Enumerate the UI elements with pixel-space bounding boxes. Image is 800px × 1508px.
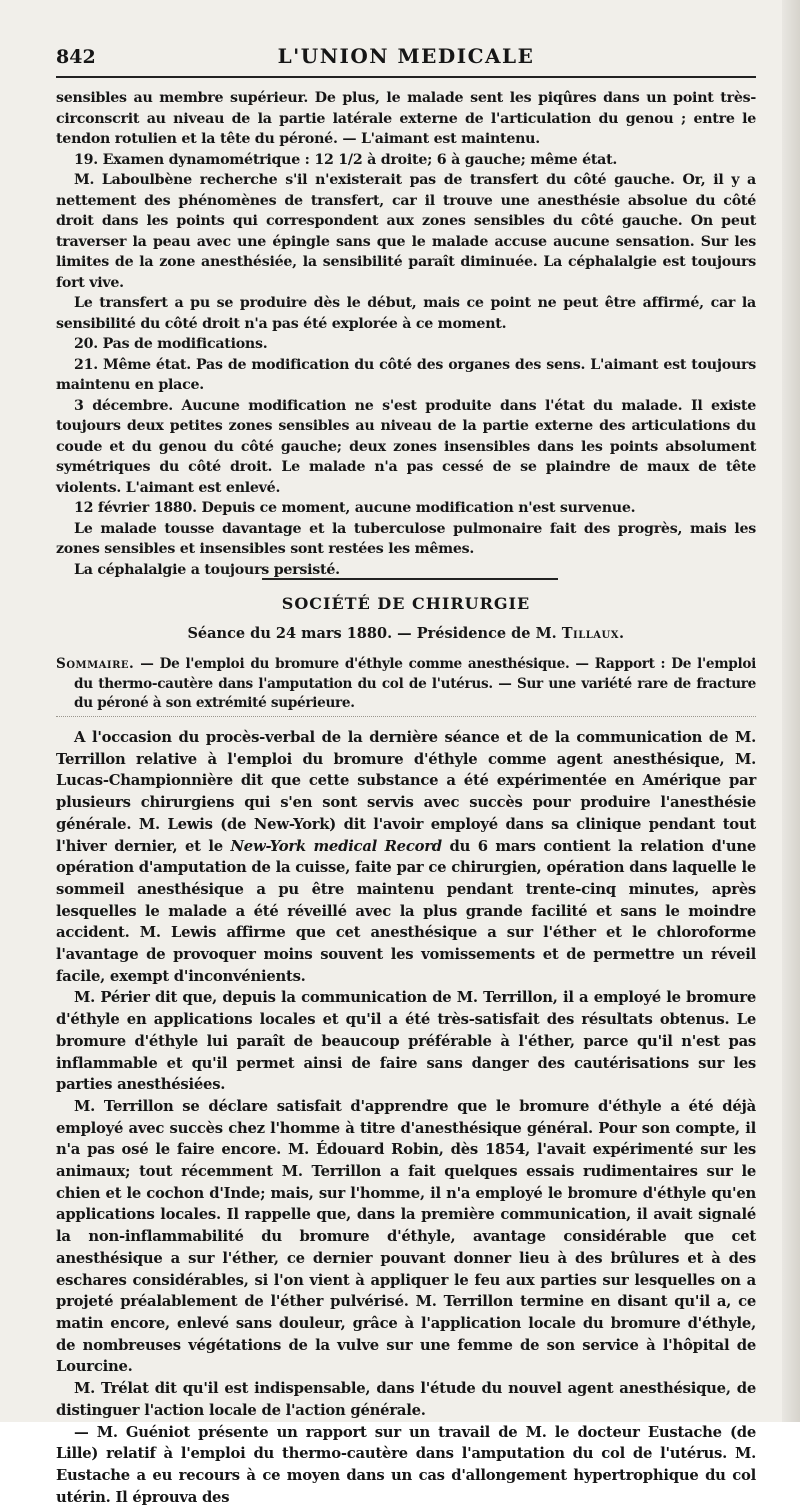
paragraph: 21. Même état. Pas de modification du côté des organes des sens. L'aimant est toujours maintenu en place. (56, 355, 756, 396)
text-run: du 6 mars contient la relation d'une opération d'amputation de la cuisse, faite par ce chirurgien, opération dans laquelle le sommeil anesthésique a pu être maintenu pendant trente-cinq minutes, après lesquelles le malade a été réveillé avec la plus grande facilité et sans le moindre accident. M. Lewis affirme que cet anesthésique a sur l'éther et le chloroforme l'avantage de provoquer moins souvent les vomissements et de permettre un réveil facile, exempt d'inconvénients. (56, 838, 756, 985)
paragraph: 19. Examen dynamométrique : 12 1/2 à droite; 6 à gauche; même état. (56, 150, 756, 171)
paragraph: sensibles au membre supérieur. De plus, le malade sent les piqûres dans un point très-circonscrit au niveau de la partie latérale externe de l'articulation du genou ; entre le tendon rotulien et la tête du péroné. — L'aimant est maintenu. (56, 88, 756, 150)
section-separator (262, 578, 558, 580)
paragraph: 3 décembre. Aucune modification ne s'est produite dans l'état du malade. Il existe toujours deux petites zones sensibles au niveau de la partie externe des articulations du coude et du genou du côté gauche; deux zones insensibles dans les points absolument symétriques du côté droit. Le malade n'a pas cessé de se plaindre de maux de tête violents. L'aimant est enlevé. (56, 396, 756, 499)
paragraph: Le malade tousse davantage et la tuberculose pulmonaire fait des progrès, mais les zones sensibles et insensibles sont restées les mêmes. (56, 519, 756, 560)
summary (56, 655, 756, 714)
paragraph: M. Terrillon se déclare satisfait d'apprendre que le bromure d'éthyle a été déjà employé avec succès chez l'homme à titre d'anesthésique général. Pour son compte, il n'a pas osé le faire encore. M. Édouard Robin, dès 1854, l'avait expérimenté sur les animaux; tout récemment M. Terrillon a fait quelques essais rudimentaires sur le chien et le cochon d'Inde; mais, sur l'homme, il n'a employé le bromure d'éthyle qu'en applications locales. Il rappelle que, dans la première communication, il avait signalé la non-inflammabilité du bromure d'éthyle, avantage considérable que cet anesthésique a sur l'éther, ce dernier pouvant donner lieu à des brûlures et à des eschares considérables, si l'on vient à appliquer le feu aux parties sur lesquelles on a projeté préalablement de l'éther pulvérisé. M. Terrillon termine en disant qu'il a, ce matin encore, enlevé sans douleur, grâce à l'application locale du bromure d'éthyle, de nombreuses végétations de la vulve sur une femme de son service à l'hôpital de Lourcine. (56, 1096, 756, 1378)
paragraph: M. Laboulbène recherche s'il n'existerait pas de transfert du côté gauche. Or, il y a nettement des phénomènes de transfert, car il trouve une anesthésie absolue du côté droit dans les points qui correspondent aux zones sensibles du côté gauche. On peut traverser la peau avec une épingle sans que le malade accuse aucune sensation. Sur les limites de la zone anesthésiée, la sensibilité paraît diminuée. La céphalalgie est toujours fort vive. (56, 170, 756, 293)
summary-text: — De l'emploi du bromure d'éthyle comme anesthésique. — Rapport : De l'emploi du thermo-cautère dans l'amputation du col de l'utérus. — Sur une variété rare de fracture du péroné à son extrémité supérieure. (74, 656, 756, 711)
page-number: 842 (56, 46, 96, 68)
text-run: A l'occasion du procès-verbal de la dernière séance et de la communication de M. Terrillon relative à l'emploi du bromure d'éthyle comme agent anesthésique, M. Lucas-Championnière dit que cette substance a été expérimentée en Amérique par plusieurs chirurgiens qui s'en sont servis avec succès pour produire l'anesthésie générale. M. Lewis (de New-York) dit l'avoir employé dans sa clinique pendant tout l'hiver dernier, et le (56, 729, 756, 855)
session-date: Séance du 24 mars 1880. — Présidence de M. (187, 625, 561, 642)
paragraph: — M. Guéniot présente un rapport sur un travail de M. le docteur Eustache (de Lille) relatif à l'emploi du thermo-cautère dans l'amputation du col de l'utérus. M. Eustache a eu recours à ce moyen dans un cas d'allongement hypertrophique du col utérin. Il éprouva des (56, 1422, 756, 1508)
header-rule (56, 76, 756, 78)
summary-label: Sommaire. (56, 656, 134, 672)
session-president: Tillaux. (562, 625, 625, 642)
summary-divider (56, 716, 756, 717)
section-title: SOCIÉTÉ DE CHIRURGIE (56, 594, 756, 613)
paragraph: 12 février 1880. Depuis ce moment, aucune modification n'est survenue. (56, 498, 756, 519)
page-header (56, 40, 756, 74)
running-title: L'UNION MEDICALE (56, 44, 756, 68)
paragraph: 20. Pas de modifications. (56, 334, 756, 355)
session-line (56, 625, 756, 642)
page-edge-shadow (782, 0, 800, 1422)
case-report-continuation (56, 88, 756, 580)
paragraph: La céphalalgie a toujours persisté. (56, 560, 756, 581)
paragraph (56, 727, 756, 987)
paragraph: Le transfert a pu se produire dès le début, mais ce point ne peut être affirmé, car la sensibilité du côté droit n'a pas été explorée à ce moment. (56, 293, 756, 334)
paragraph: M. Trélat dit qu'il est indispensable, dans l'étude du nouvel agent anesthésique, de distinguer l'action locale de l'action générale. (56, 1378, 756, 1421)
paragraph: M. Périer dit que, depuis la communication de M. Terrillon, il a employé le bromure d'éthyle en applications locales et qu'il a été très-satisfait des résultats obtenus. Le bromure d'éthyle lui paraît de beaucoup préférable à l'éther, parce qu'il n'est pas inflammable et qu'il permet ainsi de faire sans danger des cautérisations sur les parties anesthésiées. (56, 987, 756, 1096)
journal-title: New-York medical Record (231, 838, 442, 855)
session-report (56, 727, 756, 1508)
